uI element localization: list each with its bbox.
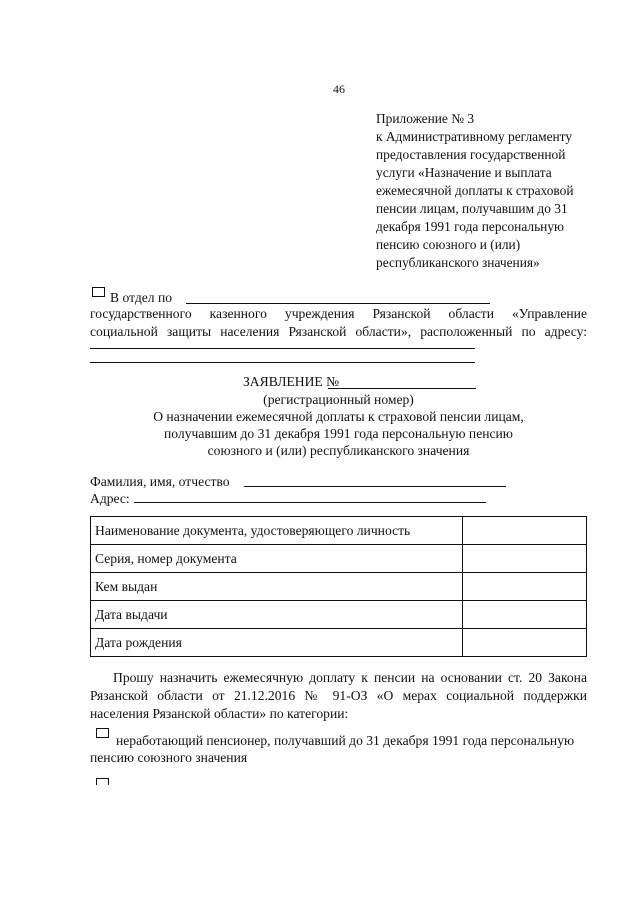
category-checkbox[interactable] — [96, 778, 109, 785]
page-number: 46 — [333, 82, 345, 96]
category-line: пенсию союзного значения — [90, 750, 248, 765]
institution-line: государственного казенного учреждения Рязанской области «Управление — [90, 306, 587, 321]
identity-document-table — [90, 516, 587, 657]
annex-line: к Административному регламенту — [376, 129, 573, 144]
annex-line: декабря 1991 года персональную — [376, 219, 565, 234]
table-cell-value[interactable] — [463, 601, 587, 629]
address-label: Адрес: — [90, 491, 130, 506]
address-field-line[interactable] — [134, 502, 486, 503]
annex-line: услуги «Назначение и выплата — [376, 165, 552, 180]
table-row — [91, 629, 587, 657]
fio-field-line[interactable] — [244, 486, 506, 487]
annex-line: пенсию союзного и (или) — [376, 237, 521, 252]
registration-note: (регистрационный номер) — [263, 392, 414, 407]
table-cell-value[interactable] — [463, 573, 587, 601]
request-line: Рязанской области от 21.12.2016 № 91-ОЗ «О мерах социальной поддержки — [90, 688, 587, 703]
annex-line: Приложение № 3 — [376, 111, 475, 126]
table-cell-label: Дата выдачи — [91, 601, 463, 629]
table-row — [91, 545, 587, 573]
subtitle-line: О назначении ежемесячной доплаты к страховой пенсии лицам, — [153, 409, 524, 424]
department-label: В отдел по — [110, 290, 173, 305]
annex-header — [376, 110, 626, 272]
table-row — [91, 573, 587, 601]
table-cell-label: Кем выдан — [91, 573, 463, 601]
address-field-line-1[interactable] — [90, 348, 475, 349]
table-cell-label: Наименование документа, удостоверяющего личность — [91, 517, 463, 545]
annex-line: пенсии лицам, получавшим до 31 — [376, 201, 568, 216]
department-field-line[interactable] — [186, 303, 490, 304]
table-row — [91, 601, 587, 629]
fio-label: Фамилия, имя, отчество — [90, 474, 230, 489]
subtitle-line: получавшим до 31 декабря 1991 года персональную пенсию — [164, 426, 513, 441]
table-cell-value[interactable] — [463, 545, 587, 573]
request-line: населения Рязанской области» по категории: — [90, 706, 349, 721]
address-field-line-2[interactable] — [90, 362, 475, 363]
annex-line: предоставления государственной — [376, 147, 566, 162]
table-cell-label: Дата рождения — [91, 629, 463, 657]
table-cell-label: Серия, номер документа — [91, 545, 463, 573]
annex-line: ежемесячной доплаты к страховой — [376, 183, 574, 198]
table-cell-value[interactable] — [463, 629, 587, 657]
institution-address-line: социальной защиты населения Рязанской области», расположенный по адресу: — [90, 324, 587, 339]
category-checkbox[interactable] — [96, 728, 109, 738]
request-line: Прошу назначить ежемесячную доплату к пенсии на основании ст. 20 Закона — [113, 670, 587, 685]
category-line: неработающий пенсионер, получавший до 31 декабря 1991 года персональную — [116, 733, 575, 748]
department-checkbox[interactable] — [92, 287, 105, 297]
application-number-line[interactable] — [328, 388, 476, 389]
annex-line: республиканского значения» — [376, 255, 540, 270]
subtitle-line: союзного и (или) республиканского значения — [207, 443, 470, 458]
table-row — [91, 517, 587, 545]
table-cell-value[interactable] — [463, 517, 587, 545]
application-title: ЗАЯВЛЕНИЕ № — [243, 374, 340, 389]
